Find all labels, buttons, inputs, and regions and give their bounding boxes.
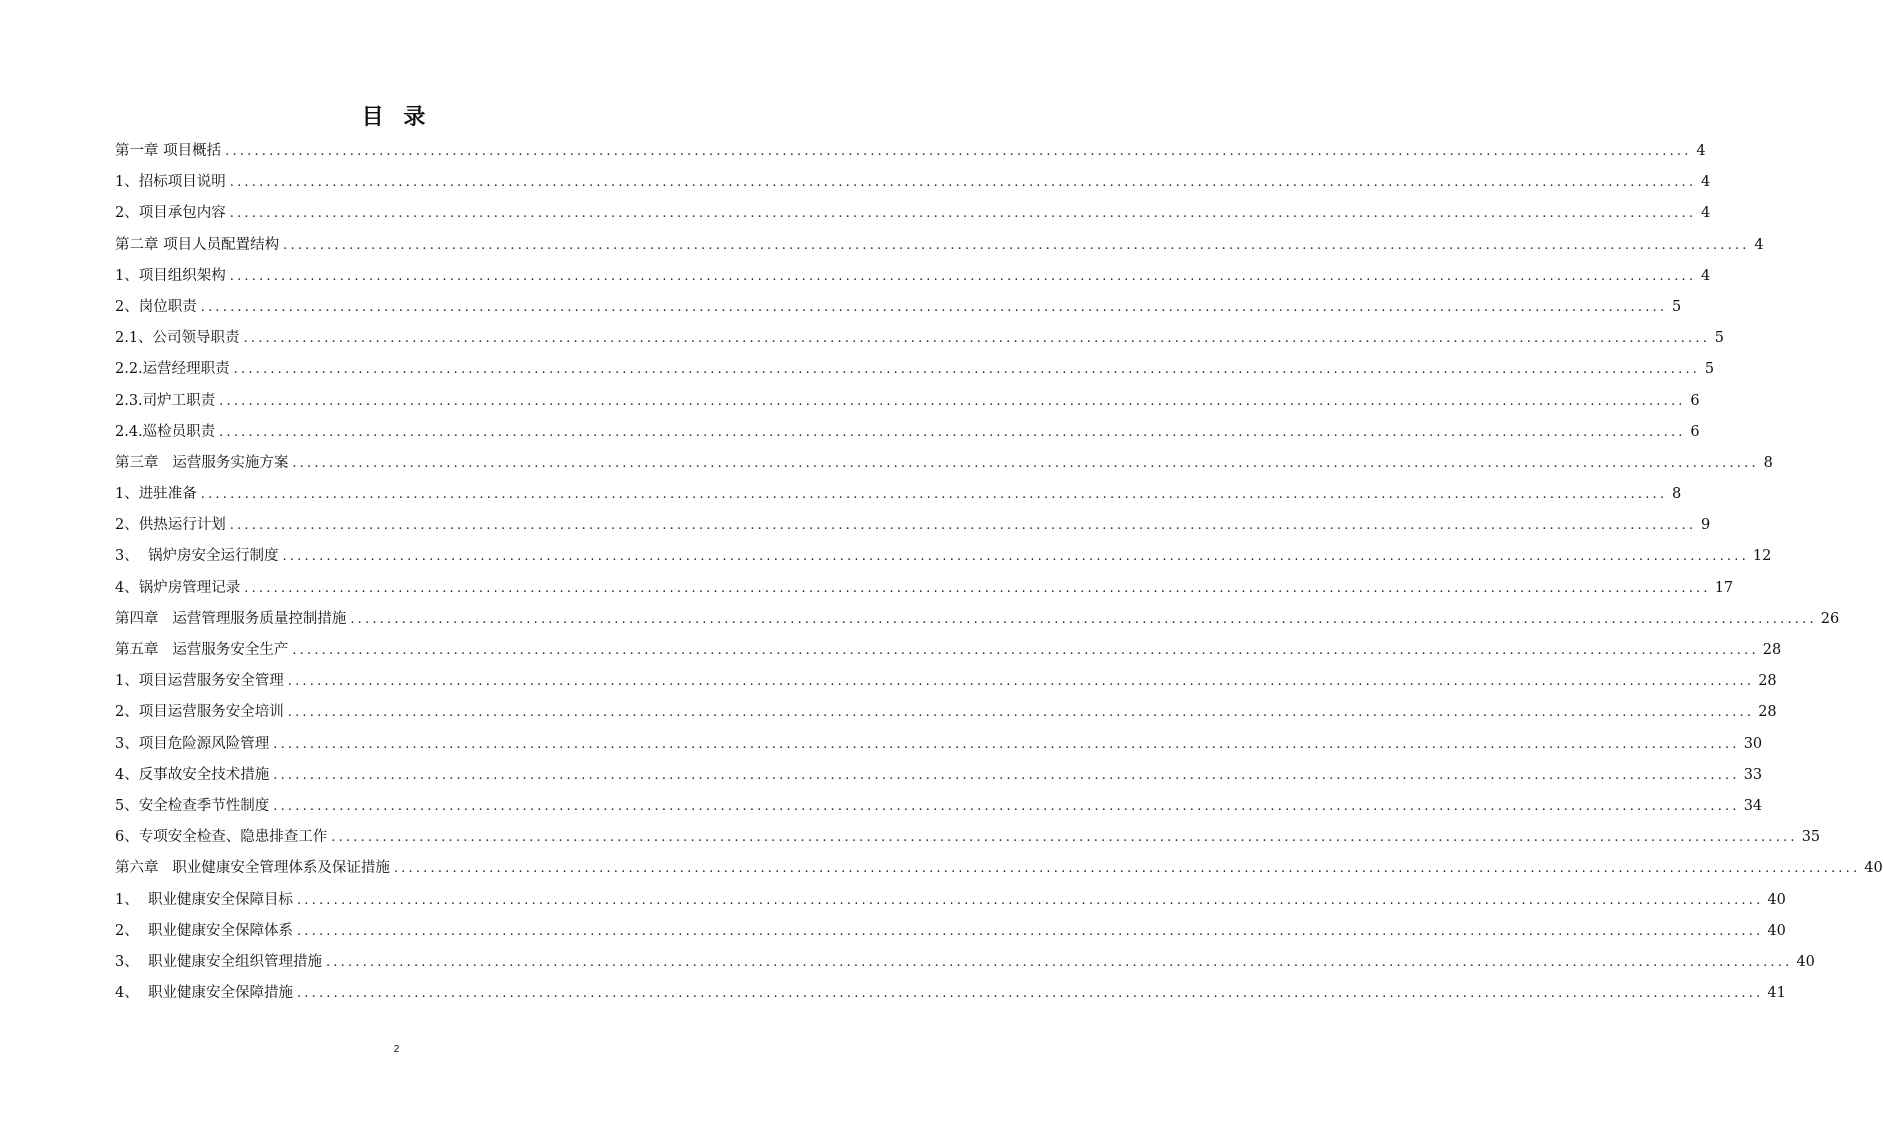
toc-entry-page: 5 [1704,361,1715,378]
toc-entry[interactable] [115,354,1715,385]
toc-entry[interactable] [115,729,1763,760]
toc-entry-page: 34 [1743,797,1763,814]
toc-leader-dots: ........................................................................................................................................................................................................ [393,861,1861,877]
toc-entry[interactable] [115,292,1682,323]
toc-leader-dots: ........................................................................................................................................................................................................ [325,954,1793,970]
toc-entry[interactable] [115,822,1821,853]
toc-leader-dots: ........................................................................................................................................................................................................ [229,175,1697,191]
toc-entry-label: 第四章 运营管理服务质量控制措施 [115,610,347,627]
toc-entry-page: 28 [1762,642,1782,658]
toc-entry[interactable] [115,760,1763,791]
toc-entry-label: 3、项目危险源风险管理 [115,735,270,752]
toc-entry-page: 5 [1671,298,1682,315]
toc-entry-label: 3、 锅炉房安全运行制度 [115,548,279,565]
toc-entry-label: 3、 职业健康安全组织管理措施 [115,953,322,970]
toc-entry[interactable] [115,448,1773,479]
toc-entry[interactable] [115,386,1700,417]
toc-leader-dots: ........................................................................................................................................................................................................ [244,580,1711,596]
toc-entry[interactable] [115,697,1777,728]
toc-leader-dots: ........................................................................................................................................................................................................ [229,268,1697,284]
toc-entry-label: 4、锅炉房管理记录 [115,579,241,596]
toc-entry-page: 4 [1700,205,1711,222]
toc-entry[interactable] [115,635,1782,666]
toc-entry[interactable] [115,230,1764,261]
toc-leader-dots: ........................................................................................................................................................................................................ [273,767,1740,783]
toc-entry-label: 1、项目运营服务安全管理 [115,673,284,690]
toc-entry-page: 40 [1767,922,1786,939]
toc-entry-page: 4 [1700,267,1711,284]
toc-entry[interactable] [115,198,1711,229]
toc-leader-dots: ........................................................................................................................................................................................................ [287,674,1755,690]
toc-entry-page: 4 [1700,174,1711,191]
toc-leader-dots: ........................................................................................................................................................................................................ [296,986,1764,1002]
toc-entry-label: 2、项目运营服务安全培训 [115,704,284,721]
toc-entry[interactable] [115,604,1840,635]
toc-entry-page: 28 [1758,704,1777,721]
toc-entry-page: 6 [1690,392,1700,409]
toc-entry-page: 41 [1767,985,1786,1002]
toc-leader-dots: ........................................................................................................................................................................................................ [219,424,1686,440]
toc-leader-dots: ........................................................................................................................................................................................................ [229,206,1697,222]
toc-entry-label: 6、专项安全检查、隐患排查工作 [115,829,328,846]
toc-entry-page: 35 [1801,829,1821,846]
toc-entry-label: 第五章 运营服务安全生产 [115,642,289,658]
toc-entry-page: 12 [1752,548,1772,565]
toc-entry-label: 1、招标项目说明 [115,174,226,191]
toc-entry[interactable] [115,666,1777,697]
toc-entry-label: 2.4.巡检员职责 [115,423,216,440]
toc-entry-label: 2、岗位职责 [115,298,197,315]
toc-leader-dots: ........................................................................................................................................................................................................ [233,362,1701,378]
toc-entry-label: 第二章 项目人员配置结构 [115,236,280,253]
toc-entry-page: 40 [1767,891,1786,908]
toc-entry[interactable] [115,885,1786,916]
toc-entry-label: 1、进驻准备 [115,486,197,503]
toc-entry[interactable] [115,978,1786,1009]
toc-leader-dots: ........................................................................................................................................................................................................ [292,643,1759,658]
toc-entry-page: 28 [1758,673,1777,690]
toc-entry-page: 30 [1743,735,1763,752]
toc-leader-dots: ........................................................................................................................................................................................................ [225,144,1692,159]
toc-entry-label: 2.2.运营经理职责 [115,361,230,378]
toc-entry[interactable] [115,947,1815,978]
toc-entry-page: 4 [1754,236,1764,253]
page-title: 目 录 [361,105,432,130]
toc-entry-label: 2.1、公司领导职责 [115,330,240,347]
toc-entry-label: 1、 职业健康安全保障目标 [115,891,293,908]
toc-leader-dots: ........................................................................................................................................................................................................ [331,830,1798,846]
toc-leader-dots: ........................................................................................................................................................................................................ [273,736,1740,752]
toc-entry-label: 2、 职业健康安全保障体系 [115,922,293,939]
toc-entry-label: 2、项目承包内容 [115,205,226,222]
toc-entry[interactable] [115,417,1700,448]
toc-entry-label: 1、项目组织架构 [115,267,226,284]
toc-entry-page: 9 [1700,517,1711,534]
toc-leader-dots: ........................................................................................................................................................................................................ [243,331,1711,347]
toc-entry-page: 6 [1690,423,1700,440]
toc-entry-label: 第三章 运营服务实施方案 [115,454,289,471]
toc-entry[interactable] [115,167,1711,198]
toc-entry[interactable] [115,136,1706,167]
toc-entry-label: 5、安全检查季节性制度 [115,797,270,814]
toc-entry-label: 4、反事故安全技术措施 [115,766,270,783]
toc-entry-page: 33 [1743,766,1763,783]
toc-entry[interactable] [115,261,1711,292]
toc-leader-dots: ........................................................................................................................................................................................................ [200,299,1668,315]
toc-entry-label: 2、供热运行计划 [115,517,226,534]
toc-entry-page: 8 [1763,454,1773,471]
toc-leader-dots: ........................................................................................................................................................................................................ [296,892,1764,908]
toc-entry-page: 5 [1714,330,1725,347]
toc-entry-page: 40 [1796,953,1815,970]
toc-entry-label: 第一章 项目概括 [115,143,222,159]
toc-entry-page: 40 [1864,860,1883,877]
toc-leader-dots: ........................................................................................................................................................................................................ [283,237,1750,253]
toc-entry[interactable] [115,479,1682,510]
toc-entry-page: 26 [1820,610,1840,627]
toc-entry[interactable] [115,791,1763,822]
toc-entry[interactable] [115,541,1772,572]
toc-entry[interactable] [115,510,1711,541]
toc-leader-dots: ........................................................................................................................................................................................................ [200,487,1668,503]
toc-leader-dots: ........................................................................................................................................................................................................ [219,393,1686,409]
toc-leader-dots: ........................................................................................................................................................................................................ [350,611,1817,627]
toc-entry[interactable] [115,853,1883,884]
toc-entry[interactable] [115,916,1786,947]
toc-entry-page: 8 [1671,486,1682,503]
toc-leader-dots: ........................................................................................................................................................................................................ [287,705,1755,721]
toc-entry[interactable] [115,573,1734,604]
toc-entry-page: 4 [1696,143,1706,159]
toc-leader-dots: ........................................................................................................................................................................................................ [229,518,1697,534]
toc-entry-label: 4、 职业健康安全保障措施 [115,985,293,1002]
toc-entry[interactable] [115,323,1725,354]
toc-entry-page: 17 [1714,579,1734,596]
toc-leader-dots: ........................................................................................................................................................................................................ [282,549,1749,565]
toc-leader-dots: ........................................................................................................................................................................................................ [273,798,1740,814]
page-number: 2 [393,1044,400,1055]
table-of-contents [115,136,1883,1009]
toc-entry-label: 第六章 职业健康安全管理体系及保证措施 [115,860,390,877]
toc-leader-dots: ........................................................................................................................................................................................................ [292,455,1759,471]
toc-leader-dots: ........................................................................................................................................................................................................ [296,923,1764,939]
toc-entry-label: 2.3.司炉工职责 [115,392,216,409]
